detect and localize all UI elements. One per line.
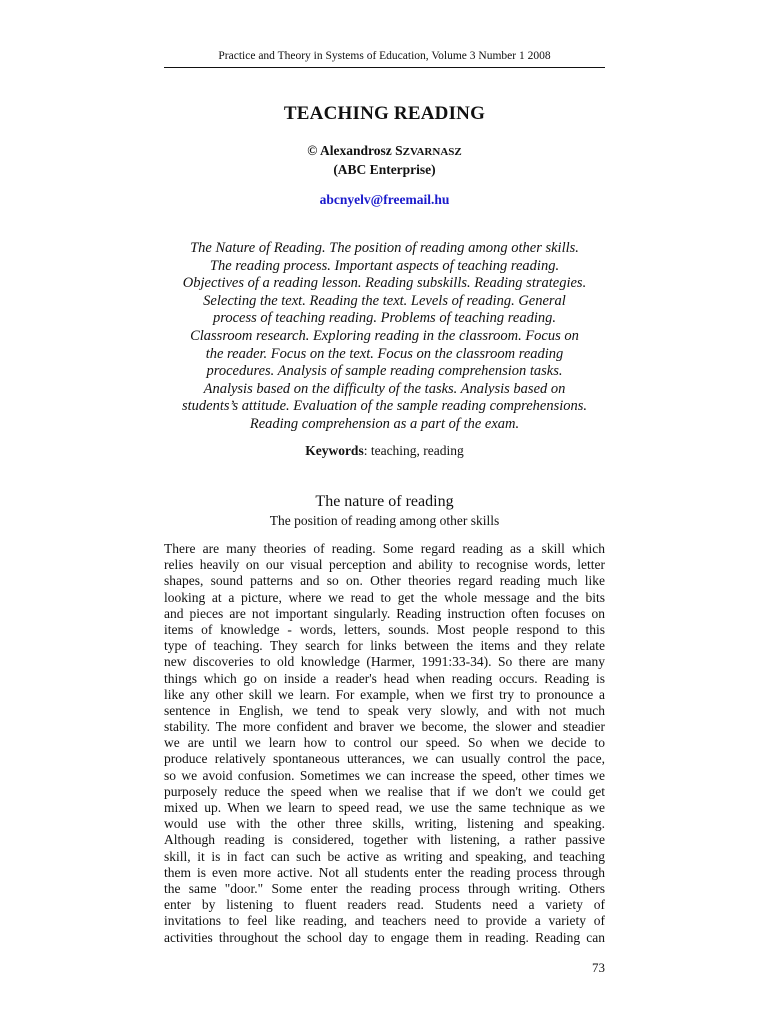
body-paragraph: [164, 541, 605, 946]
section-title: The nature of reading: [315, 493, 454, 510]
running-head: Practice and Theory in Systems of Education, Volume 3 Number 1 2008: [218, 50, 551, 62]
abstract-line: Reading comprehension as a part of the exam.: [249, 415, 520, 432]
author-affiliation: (ABC Enterprise): [333, 162, 436, 177]
subsection-title: The position of reading among other skills: [269, 513, 500, 528]
body-line: things which go on inside a reader's head when reading occurs. Reading is: [164, 670, 605, 686]
body-line: the same "door." Some enter the reading process through writing. Others: [164, 880, 605, 896]
body-line: and pieces are not important singularly. Reading instruction often focuses on: [164, 605, 605, 621]
abstract-line: students’s attitude. Evaluation of the sample reading comprehensions.: [181, 398, 588, 415]
author-block: [164, 142, 605, 178]
body-line: skill, it is in fact can such be active as writing and speaking, and teaching: [164, 848, 605, 864]
body-line: activities throughout the school day to engage them in reading. Reading can: [164, 929, 605, 945]
author-prefix: © Alexandrosz S: [307, 143, 403, 158]
body-line: Although reading is considered, together with listening, a rather passive: [164, 832, 605, 848]
body-line: new discoveries to old knowledge (Harmer, 1991:33-34). So there are many: [164, 654, 605, 670]
abstract-line: The reading process. Important aspects of teaching reading.: [209, 257, 560, 274]
body-line: There are many theories of reading. Some regard reading as a skill which: [164, 541, 605, 556]
body-line: them is even more active. Not all students enter the reading process through: [164, 864, 605, 880]
abstract-line: The Nature of Reading. The position of reading among other skills.: [190, 240, 579, 256]
author-surname: ZVARNASZ: [402, 146, 462, 158]
abstract-line: Analysis based on the difficulty of the tasks. Analysis based on: [203, 380, 566, 397]
abstract-line: Classroom research. Exploring reading in the classroom. Focus on: [190, 327, 579, 344]
body-line: mixed up. When we learn to speed read, we use the same technique as we: [164, 800, 605, 815]
abstract-line: procedures. Analysis of sample reading comprehension tasks.: [206, 363, 563, 380]
body-line: items of knowledge - words, letters, sounds. Most people respond to this: [164, 621, 605, 637]
keywords-label: Keywords: [305, 443, 364, 458]
author-name: [164, 142, 605, 161]
body-line: relies heavily on our visual perception and ability to recognise words, letter: [164, 557, 605, 573]
keywords-value: : teaching, reading: [363, 443, 464, 458]
keywords: [164, 443, 605, 459]
body-line: purposely reduce the speed when we realise that if we don't we could get: [164, 783, 605, 799]
abstract-line: process of teaching reading. Problems of teaching reading.: [213, 310, 556, 327]
body-line: would use with the other three skills, writing, listening and speaking.: [164, 816, 605, 832]
body-line: invitations to feel like reading, and teachers need to provide a variety of: [164, 913, 605, 929]
page-number: 73: [592, 960, 605, 975]
body-line: sentence in English, we tend to speak very slowly, and with not much: [164, 702, 605, 718]
body-line: like any other skill we learn. For example, when we first try to pronounce a: [164, 686, 605, 702]
article-title: TEACHING READING: [283, 103, 486, 124]
body-line: stability. The more confident and braver we become, the slower and steadier: [164, 719, 605, 735]
body-line: type of teaching. They search for links between the items and they relate: [164, 638, 605, 654]
abstract: [164, 240, 605, 434]
body-line: we are until we learn how to control our speed. So when we decide to: [164, 735, 605, 751]
header-rule: [164, 67, 605, 68]
author-email-link[interactable]: abcnyelv@freemail.hu: [319, 192, 450, 207]
abstract-line: Objectives of a reading lesson. Reading subskills. Reading strategies.: [182, 275, 587, 292]
body-line: enter by listening to fluent readers read. Students need a variety of: [164, 897, 605, 913]
abstract-line: Selecting the text. Reading the text. Levels of reading. General: [203, 292, 566, 309]
abstract-line: the reader. Focus on the text. Focus on the classroom reading: [205, 345, 564, 362]
body-line: produce relatively spontaneous utterances, we can usually control the pace,: [164, 751, 605, 767]
body-line: looking at a picture, where we read to get the whole message and the bits: [164, 589, 605, 605]
body-line: so we avoid confusion. Sometimes we can increase the speed, other times we: [164, 767, 605, 783]
body-line: shapes, sound patterns and so on. Other theories regard reading much like: [164, 573, 605, 589]
